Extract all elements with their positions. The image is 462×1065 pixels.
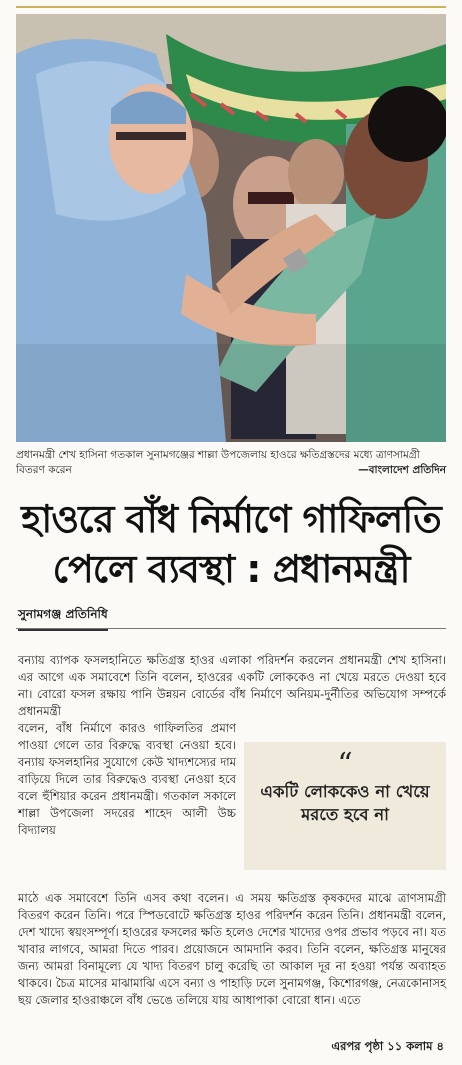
pull-quote [244, 742, 446, 870]
continued-note: এরপর পৃষ্ঠা ১১ কলাম ৪ [331, 1039, 444, 1053]
top-rule [16, 6, 446, 8]
byline: সুনামগঞ্জ প্রতিনিধি [18, 606, 108, 631]
photo-credit: —বাংলাদেশ প্রতিদিন [358, 464, 446, 476]
caption-text: প্রধানমন্ত্রী শেখ হাসিনা গতকাল সুনামগঞ্জের শাল্লা উপজেলায় হাওরে ক্ষতিগ্রস্তদের মধ্যে ত্রাণসামগ্রী বিতরণ করেন [16, 449, 420, 476]
byline-rule [16, 628, 446, 629]
headline [10, 494, 452, 594]
headline-line-1: হাওরে বাঁধ নির্মাণে গাফিলতি [21, 497, 441, 541]
photo-caption [16, 448, 446, 478]
headline-line-2: পেলে ব্যবস্থা : প্রধানমন্ত্রী [52, 547, 410, 591]
body-column: বলেন, বাঁধ নির্মাণে কারও গাফিলতির প্রমাণ পাওয়া গেলে তার বিরুদ্ধে ব্যবস্থা নেওয়া হবে। বন্যায় ফসলহানির সুযোগে কেউ খাদ্যশস্যের দাম বাড়িয়ে দিলে তার বিরুদ্ধেও ব্যবস্থা নেওয়া হবে বলে হুঁশিয়ার করেন প্রধানমন্ত্রী। গতকাল সকালে শাল্লা উপজেলা সদরের শাহেদ আলী উচ্চ বিদ্যালয় [18, 721, 236, 837]
news-photo [16, 14, 446, 442]
pull-quote-text: একটি লোককেও না খেয়ে মরতে হবে না [260, 782, 430, 824]
body-paragraph-3: মাঠে এক সমাবেশে তিনি এসব কথা বলেন। এ সময় ক্ষতিগ্রস্ত কৃষকদের মাঝে ত্রাণসামগ্রী বিতরণ করেন তিনি। পরে স্পিডবোটে ক্ষতিগ্রস্ত হাওর পরিদর্শন করেন তিনি। প্রধানমন্ত্রী বলেন, দেশ খাদ্যে স্বয়ংসম্পূর্ণ। হাওরের ফসলের ক্ষতি হলেও দেশের খাদ্যের ওপর প্রভাব পড়বে না। যত খাবার লাগবে, আমরা দিতে পারব। প্রয়োজনে আমদানি করব। তিনি বলেন, ক্ষতিগ্রস্ত মানুষের জন্য আমরা বিনামূল্যে যে খাদ্য বিতরণ চালু করেছি তা আকাল দূর না হওয়া পর্যন্ত অব্যাহত থাকবে। চৈত্র মাসের মাঝামাঝি এসে বন্যা ও পাহাড়ি ঢলে সুনামগঞ্জ, কিশোরগঞ্জ, নেত্রকোনাসহ ছয় জেলার হাওরাঞ্চলে বাঁধ ভেঙে তলিয়ে যায় আধাপাকা বোরো ধান। এতে [18, 891, 446, 1007]
photo-illustration [16, 14, 446, 442]
quote-mark: “ [337, 747, 353, 782]
body-paragraph-1: বন্যায় ব্যাপক ফসলহানিতে ক্ষতিগ্রস্ত হাওর এলাকা পরিদর্শন করলেন প্রধানমন্ত্রী শেখ হাসিনা। এর আগে এক সমাবেশে তিনি বলেন, হাওরের একটি লোককেও না খেয়ে মরতে দেওয়া হবে না। বোরো ফসল রক্ষায় পানি উন্নয়ন বোর্ডের বাঁধ নির্মাণে অনিয়ম-দুর্নীতির অভিযোগ সম্পর্কে প্রধানমন্ত্রী [18, 653, 446, 718]
